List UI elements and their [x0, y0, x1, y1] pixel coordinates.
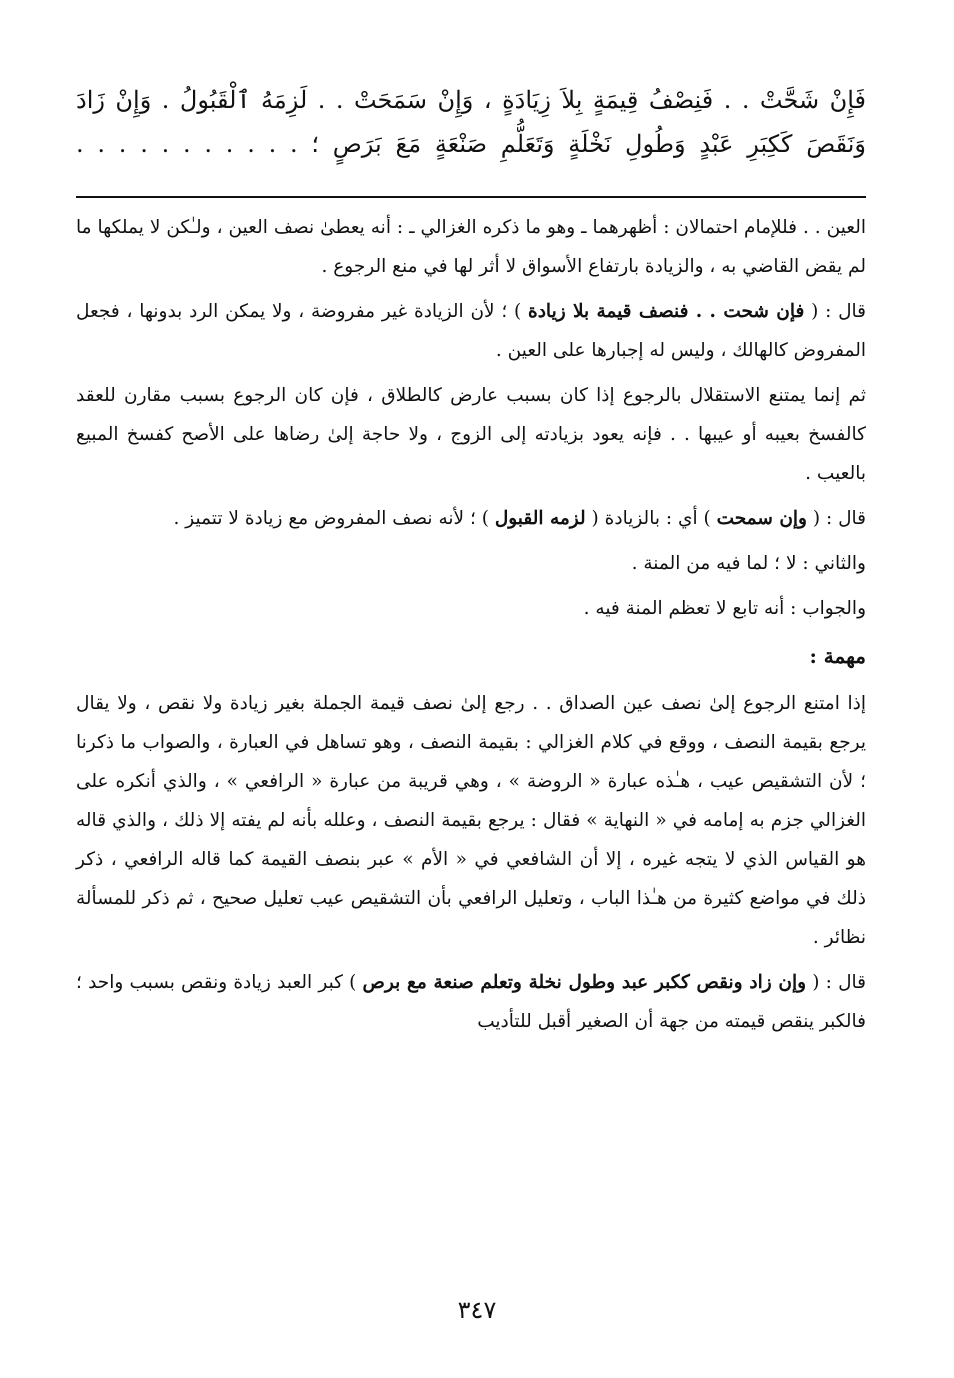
commentary-paragraph-1: العين . . فللإمام احتمالان : أظهرهما ـ وهو ما ذكره الغزالي ـ : أنه يعطىٰ نصف العين ، ولـٰكن لا يملكها ما لم يقض القاضي به ، والزيادة بارتفاع الأسواق لا أثر لها في منع الرجوع .: [76, 217, 866, 277]
quote-open: قال : (: [806, 508, 866, 529]
quote-rest: ) كبر العبد زيادة ونقص بسبب واحد ؛ فالكبر ينقص قيمته من جهة أن الصغير أقبل للتأديب: [76, 972, 866, 1032]
commentary-paragraph-5: والثاني : لا ؛ لما فيه من المنة .: [631, 553, 866, 574]
divider-line: [76, 196, 866, 198]
commentary-paragraph-7: إذا امتنع الرجوع إلىٰ نصف عين الصداق . . رجع إلىٰ نصف قيمة الجملة بغير زيادة ولا نقص ، ولا يقال يرجع بقيمة النصف ، ووقع في كلام الغزالي : بقيمة النصف ، وهو تساهل في العبارة ، والصواب ما ذكرنا ؛ لأن التشقيص عيب ، هـٰذه عبارة « الروضة » ، وهي قريبة من عبارة « الرافعي » ، والذي أنكره على الغزالي جزم به إمامه في « النهاية » فقال : يرجع بقيمة النصف ، وعلله بأنه لم يفته إلا ذلك ، والذي قاله هو القياس الذي لا يتجه غيره ، إلا أن الشافعي في « الأم » عبر بنصف القيمة كما قاله الرافعي ، ذكر ذلك في مواضع كثيرة من هـٰذا الباب ، وتعليل الرافعي بأن التشقيص عيب تعليل صحيح ، ثم ذكر للمسألة نظائر .: [76, 693, 866, 948]
matn-verse: [76, 78, 866, 166]
page-number: ٣٤٧: [457, 1296, 497, 1324]
page-content: [76, 78, 866, 1047]
commentary-paragraph-3: ثم إنما يمتنع الاستقلال بالرجوع إذا كان بسبب عارض كالطلاق ، فإن كان الرجوع بسبب مقارن للعقد كالفسخ بعيبه أو عيبها . . فإنه يعود بزيادته إلى الزوج ، ولا حاجة إلىٰ رضاها على الأصح كفسخ المبيع بالعيب .: [76, 385, 866, 484]
quote-open: قال : (: [804, 301, 866, 322]
verse-line-1: فَإِنْ شَحَّتْ . . فَنِصْفُ قِيمَةٍ بِلاَ زِيَادَةٍ ، وَإِنْ سَمَحَتْ . . لَزِمَهُ ٱلْقَبُولُ . وَإِنْ زَادَ: [76, 86, 866, 114]
commentary-paragraph-2: [76, 292, 866, 370]
quoted-matn: وإن زاد ونقص ككبر عبد وطول نخلة وتعلم صنعة مع برص: [362, 972, 807, 993]
quote-middle: ) أي : بالزيادة (: [585, 508, 717, 529]
section-heading: مهمة :: [809, 644, 866, 668]
quoted-matn: وإن سمحت: [716, 508, 807, 529]
commentary-paragraph-4: [76, 499, 866, 538]
commentary: [76, 208, 866, 1041]
quote-rest: ) ؛ لأن الزيادة غير مفروضة ، ولا يمكن الرد بدونها ، فجعل المفروض كالهالك ، وليس له إجبارها على العين .: [76, 301, 866, 361]
quoted-matn: فإن شحت . . فنصف قيمة بلا زيادة: [528, 301, 805, 322]
quote-open: قال : (: [806, 972, 866, 993]
commentary-paragraph-8: [76, 963, 866, 1041]
verse-line-2: وَنَقَصَ كَكِبَرِ عَبْدٍ وَطُولِ نَخْلَةٍ وَتَعَلُّمِ صَنْعَةٍ مَعَ بَرَصٍ ؛ . . . . . . . . . . .: [76, 130, 867, 158]
quote-rest: ) ؛ لأنه نصف المفروض مع زيادة لا تتميز .: [173, 508, 495, 529]
quoted-matn: لزمه القبول: [494, 508, 586, 529]
commentary-paragraph-6: والجواب : أنه تابع لا تعظم المنة فيه .: [583, 598, 866, 619]
